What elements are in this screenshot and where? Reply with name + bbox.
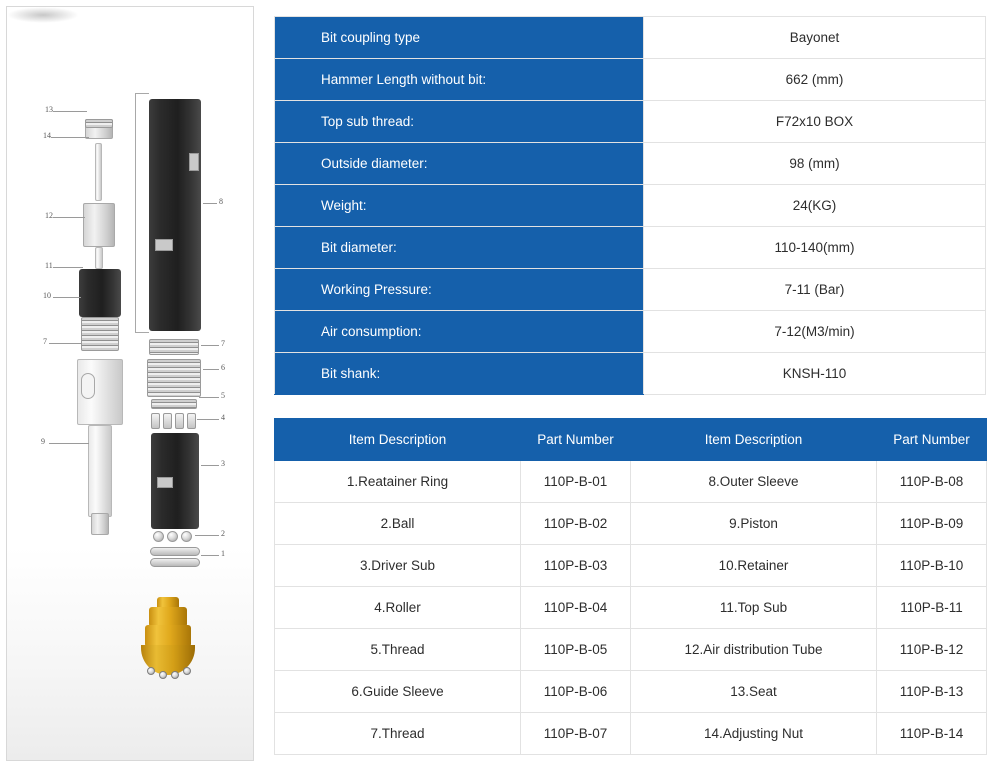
callout-1: 1: [221, 549, 225, 558]
callout-5: 5: [221, 391, 225, 400]
part-outer-sleeve: [149, 99, 201, 331]
callout-13: 13: [45, 105, 53, 114]
bit-collar: [145, 625, 191, 647]
hammer-exploded-diagram: [6, 6, 254, 761]
part-number-1: 110P-B-01: [521, 461, 631, 503]
part-number-4: 110P-B-04: [521, 587, 631, 629]
table-row: [275, 503, 987, 545]
table-row: [275, 101, 986, 143]
specification-table-body: [275, 17, 986, 395]
part-piston: [88, 425, 112, 517]
part-desc-9: 9.Piston: [631, 503, 877, 545]
part-desc-11: 11.Top Sub: [631, 587, 877, 629]
leader-5: [199, 397, 219, 398]
part-desc-4: 4.Roller: [275, 587, 521, 629]
part-desc-5: 5.Thread: [275, 629, 521, 671]
callout-2: 2: [221, 529, 225, 538]
part-desc-13: 13.Seat: [631, 671, 877, 713]
bit-drop-shadow: [7, 7, 79, 23]
callout-8: 8: [219, 197, 223, 206]
spec-value-weight: 24(KG): [644, 185, 986, 227]
callout-6: 6: [221, 363, 225, 372]
bit-carbide-4: [183, 667, 191, 675]
table-row: [275, 227, 986, 269]
spec-label-weight: Weight:: [275, 185, 644, 227]
diagram-canvas: [7, 7, 253, 760]
spec-label-air-consumption: Air consumption:: [275, 311, 644, 353]
diagram-background-wash: [7, 547, 253, 760]
part-retainer-ring-2: [150, 558, 200, 567]
part-desc-14: 14.Adjusting Nut: [631, 713, 877, 755]
leader-7-left: [49, 343, 81, 344]
table-row: [275, 185, 986, 227]
column-header-part-number-left: Part Number: [521, 419, 631, 461]
bit-splines: [149, 607, 187, 627]
part-retainer-ring-1: [150, 547, 200, 556]
leader-14: [51, 137, 89, 138]
spec-label-bit-shank: Bit shank:: [275, 353, 644, 395]
spec-value-working-pressure: 7-11 (Bar): [644, 269, 986, 311]
part-air-distribution-tube: [95, 143, 102, 201]
part-guide-sleeve: [147, 359, 201, 397]
spec-value-hammer-length: 662 (mm): [644, 59, 986, 101]
column-header-item-description-right: Item Description: [631, 419, 877, 461]
part-desc-7: 7.Thread: [275, 713, 521, 755]
callout-3: 3: [221, 459, 225, 468]
part-number-14: 110P-B-14: [877, 713, 987, 755]
table-row: [275, 143, 986, 185]
part-ball-2: [167, 531, 178, 542]
leader-11: [53, 267, 83, 268]
part-seat-thread: [85, 119, 113, 128]
spec-label-working-pressure: Working Pressure:: [275, 269, 644, 311]
column-header-item-description-left: Item Description: [275, 419, 521, 461]
spec-value-bit-shank: KNSH-110: [644, 353, 986, 395]
part-roller-4: [187, 413, 196, 429]
table-row: [275, 269, 986, 311]
part-roller-1: [151, 413, 160, 429]
bit-carbide-3: [171, 671, 179, 679]
callout-11: 11: [45, 261, 53, 270]
leader-12: [53, 217, 85, 218]
bracket-bottom: [135, 332, 149, 333]
part-desc-1: 1.Reatainer Ring: [275, 461, 521, 503]
part-piston-tip: [91, 513, 109, 535]
part-desc-8: 8.Outer Sleeve: [631, 461, 877, 503]
part-number-9: 110P-B-09: [877, 503, 987, 545]
part-number-13: 110P-B-13: [877, 671, 987, 713]
table-row: [275, 545, 987, 587]
spec-value-bit-diameter: 110-140(mm): [644, 227, 986, 269]
leader-13: [53, 111, 87, 112]
table-row: [275, 587, 987, 629]
column-header-part-number-right: Part Number: [877, 419, 987, 461]
part-adjusting-nut: [83, 203, 115, 247]
part-number-7: 110P-B-07: [521, 713, 631, 755]
callout-10: 10: [43, 291, 51, 300]
table-row: [275, 17, 986, 59]
part-connector-rod: [95, 247, 103, 269]
part-thread-mid: [151, 399, 197, 409]
leader-6: [203, 369, 219, 370]
driver-sub-marking: [157, 477, 173, 488]
bracket-line: [135, 93, 136, 333]
part-number-5: 110P-B-05: [521, 629, 631, 671]
spec-value-outside-diameter: 98 (mm): [644, 143, 986, 185]
specification-table: [274, 16, 986, 395]
part-number-8: 110P-B-08: [877, 461, 987, 503]
parts-table-body: [275, 461, 987, 755]
table-row: [275, 713, 987, 755]
table-row: [275, 629, 987, 671]
part-ball-3: [181, 531, 192, 542]
table-row: [275, 461, 987, 503]
spec-label-bit-coupling-type: Bit coupling type: [275, 17, 644, 59]
spec-label-outside-diameter: Outside diameter:: [275, 143, 644, 185]
spec-value-air-consumption: 7-12(M3/min): [644, 311, 986, 353]
part-number-6: 110P-B-06: [521, 671, 631, 713]
part-roller-2: [163, 413, 172, 429]
table-header-row: [275, 419, 987, 461]
bit-carbide-1: [147, 667, 155, 675]
callout-7-left: 7: [43, 337, 47, 346]
part-desc-12: 12.Air distribution Tube: [631, 629, 877, 671]
leader-4: [197, 419, 219, 420]
spec-value-bit-coupling-type: Bayonet: [644, 17, 986, 59]
parts-table-header: [275, 419, 987, 461]
bit-carbide-2: [159, 671, 167, 679]
part-desc-6: 6.Guide Sleeve: [275, 671, 521, 713]
part-ball-1: [153, 531, 164, 542]
part-sleeve-window: [81, 373, 95, 399]
spec-value-top-sub-thread: F72x10 BOX: [644, 101, 986, 143]
leader-10: [53, 297, 81, 298]
spec-label-top-sub-thread: Top sub thread:: [275, 101, 644, 143]
callout-4: 4: [221, 413, 225, 422]
part-roller-3: [175, 413, 184, 429]
table-row: [275, 311, 986, 353]
parts-list-table: [274, 418, 987, 755]
leader-7-right: [201, 345, 219, 346]
spec-label-bit-diameter: Bit diameter:: [275, 227, 644, 269]
part-number-2: 110P-B-02: [521, 503, 631, 545]
table-row: [275, 59, 986, 101]
sleeve-marking-upper: [189, 153, 199, 171]
callout-12: 12: [45, 211, 53, 220]
leader-1: [201, 555, 219, 556]
leader-8: [203, 203, 217, 204]
sleeve-marking-lower: [155, 239, 173, 251]
part-desc-3: 3.Driver Sub: [275, 545, 521, 587]
callout-14: 14: [43, 131, 51, 140]
part-thread-upper: [81, 317, 119, 351]
callout-7-right: 7: [221, 339, 225, 348]
part-number-12: 110P-B-12: [877, 629, 987, 671]
callout-9: 9: [41, 437, 45, 446]
part-number-11: 110P-B-11: [877, 587, 987, 629]
leader-2: [195, 535, 219, 536]
part-top-sub: [79, 269, 121, 317]
part-desc-2: 2.Ball: [275, 503, 521, 545]
leader-3: [201, 465, 219, 466]
part-number-3: 110P-B-03: [521, 545, 631, 587]
table-row: [275, 671, 987, 713]
part-number-10: 110P-B-10: [877, 545, 987, 587]
part-thread-ring: [149, 339, 199, 355]
table-row: [275, 353, 986, 395]
leader-9: [49, 443, 89, 444]
bracket-top: [135, 93, 149, 94]
part-desc-10: 10.Retainer: [631, 545, 877, 587]
spec-label-hammer-length: Hammer Length without bit:: [275, 59, 644, 101]
